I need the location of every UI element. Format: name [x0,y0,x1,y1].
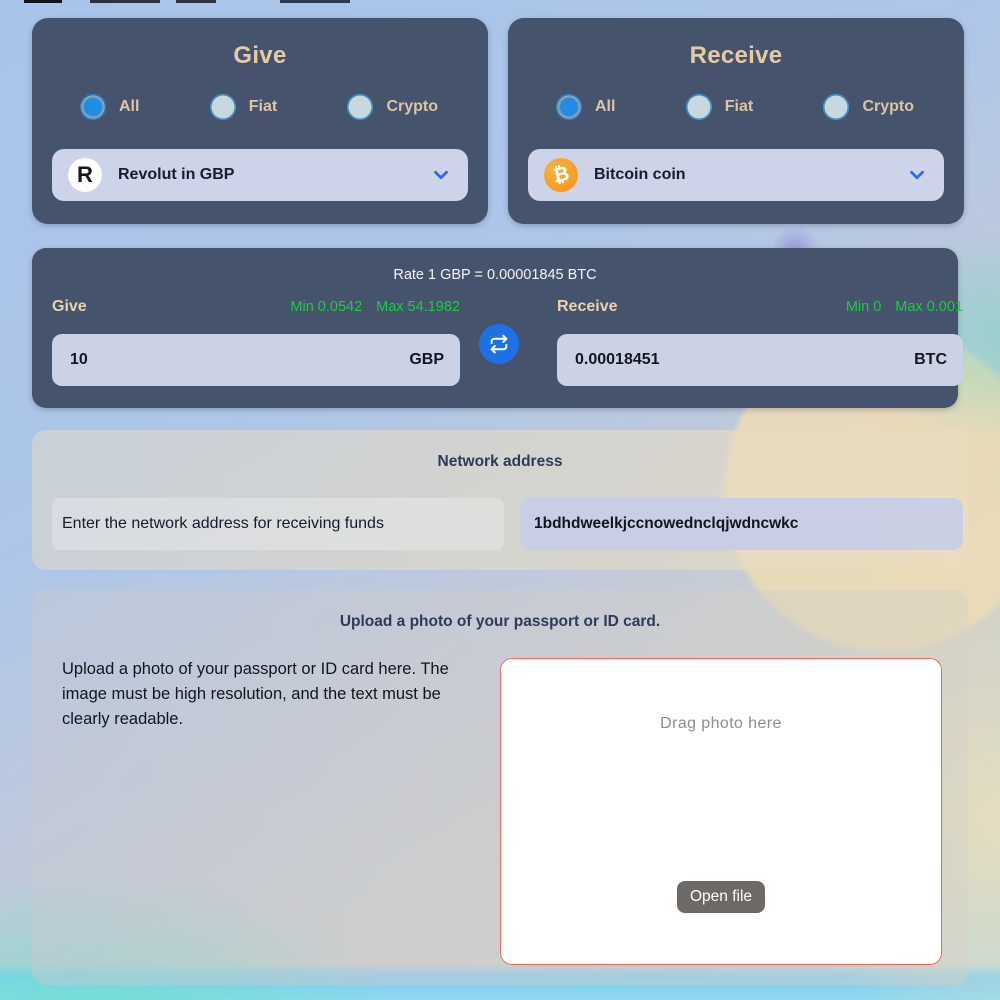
receive-currency-code: BTC [914,351,947,368]
give-currency-dropdown[interactable] [52,149,468,201]
network-address-label: Enter the network address for receiving funds [52,498,504,550]
give-amount-input[interactable] [68,350,401,370]
upload-title: Upload a photo of your passport or ID card. [339,613,661,630]
receive-filter-crypto[interactable] [823,94,914,120]
receive-panel-title: Receive [689,42,783,69]
give-filter-crypto[interactable] [347,94,438,120]
chevron-down-icon [430,164,452,186]
receive-amount-column [557,298,963,386]
radio-label: All [119,98,140,115]
give-filter-fiat[interactable] [210,94,277,120]
give-panel [32,18,488,224]
swap-currencies-button[interactable] [479,324,519,364]
radio-unselected-icon[interactable] [347,94,373,120]
radio-unselected-icon[interactable] [686,94,712,120]
give-min-label: Min 0.0542 [290,299,363,315]
window-edge-artifact [176,0,216,3]
give-max-label: Max 54.1982 [376,299,460,315]
receive-currency-dropdown[interactable] [528,149,944,201]
exchange-rate-text: Rate 1 GBP = 0.00001845 BTC [393,267,597,283]
dropzone-hint-text: Drag photo here [660,715,782,732]
window-edge-artifact [90,0,160,3]
upload-panel [32,590,968,985]
revolut-icon: R [68,158,102,192]
give-limits [290,299,460,315]
network-address-field [520,498,963,550]
exchange-panel [32,248,963,408]
swap-icon [488,333,510,355]
receive-min-label: Min 0 [845,299,882,315]
network-address-title: Network address [437,453,563,470]
radio-selected-icon[interactable] [556,94,582,120]
give-currency-code: GBP [409,351,444,368]
window-edge-artifact [24,0,62,3]
radio-label: Crypto [862,98,914,115]
receive-amount-field [557,334,963,386]
radio-unselected-icon[interactable] [210,94,236,120]
receive-max-label: Max 0.001 [895,299,963,315]
bitcoin-icon: ₿ [544,158,578,192]
give-column-label: Give [52,298,87,315]
give-panel-title: Give [233,42,287,69]
receive-panel [508,18,964,224]
receive-amount-input[interactable] [573,350,906,370]
receive-limits [846,299,963,315]
window-edge-artifact [280,0,350,3]
open-file-button[interactable]: Open file [677,881,765,913]
network-address-panel [32,430,968,570]
receive-filter-fiat[interactable] [686,94,753,120]
give-amount-column [52,298,460,386]
give-amount-field [52,334,460,386]
receive-filter-group [508,94,964,120]
chevron-down-icon [906,164,928,186]
receive-dropdown-value: Bitcoin coin [594,166,686,183]
radio-label: Crypto [386,98,438,115]
receive-filter-all[interactable] [556,94,615,120]
network-address-input[interactable] [532,514,951,534]
photo-dropzone[interactable] [500,658,942,965]
give-filter-group [32,94,488,120]
give-filter-all[interactable] [80,94,139,120]
receive-column-label: Receive [557,298,618,315]
radio-unselected-icon[interactable] [823,94,849,120]
give-dropdown-value: Revolut in GBP [118,166,235,183]
radio-label: Fiat [248,98,278,115]
radio-label: Fiat [724,98,754,115]
radio-label: All [595,98,616,115]
upload-description: Upload a photo of your passport or ID card here. The image must be high resolution, and the text must be clearly readable. [62,660,449,729]
radio-selected-icon[interactable] [80,94,106,120]
